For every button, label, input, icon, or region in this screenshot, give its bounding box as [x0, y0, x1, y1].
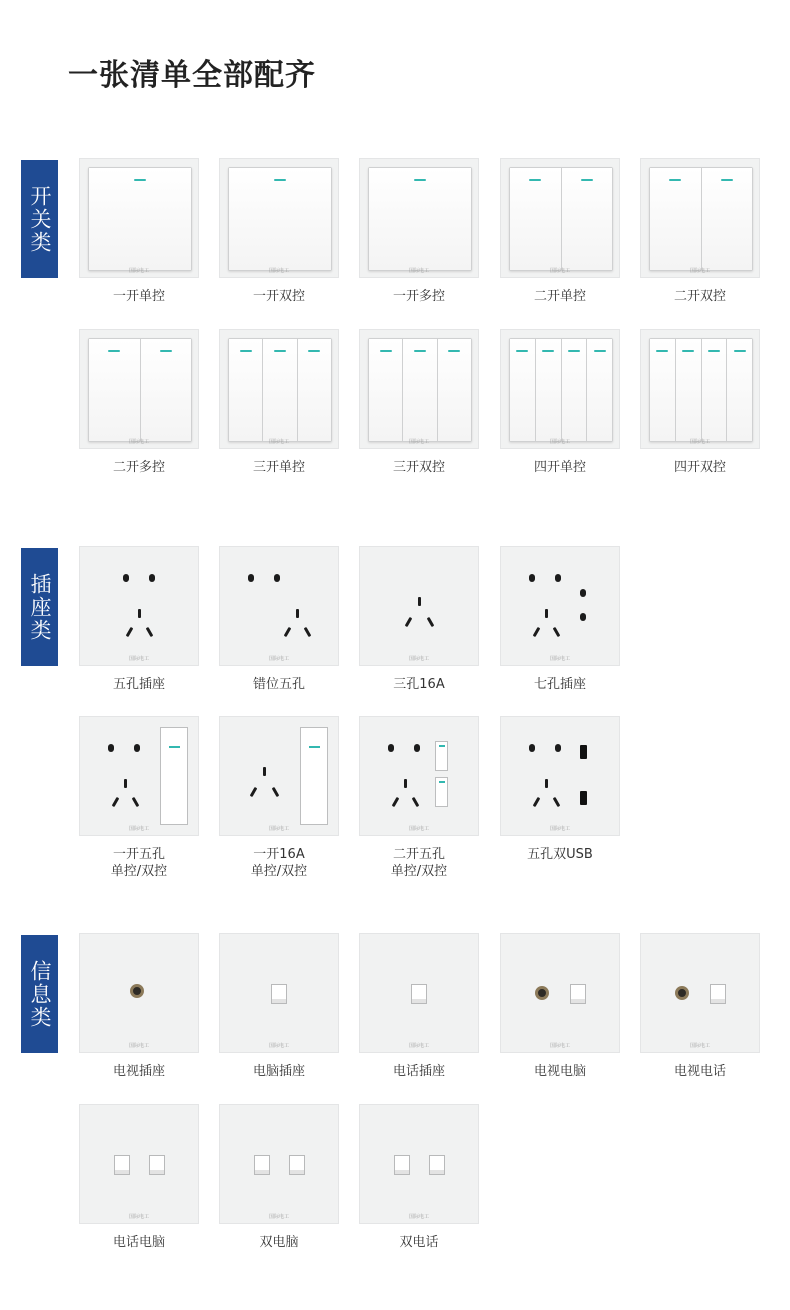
switch-panel-image: [79, 329, 199, 449]
brand-mark: 国际电工: [549, 1043, 570, 1049]
network-port-icon: [570, 984, 586, 1004]
product-caption: 双电话: [399, 1235, 439, 1250]
product-caption: 电脑插座: [252, 1064, 305, 1079]
network-port-icon: [149, 1155, 165, 1175]
product-item-switch-9[interactable]: [500, 329, 620, 476]
brand-mark: 国际电工: [128, 656, 149, 662]
network-port-icon: [254, 1155, 270, 1175]
product-caption: 五孔插座: [112, 677, 165, 692]
brand-mark: 国际电工: [408, 439, 429, 445]
socket-panel-image: [79, 716, 199, 836]
product-item-switch-8[interactable]: [359, 329, 479, 476]
switch-panel-image: [640, 329, 760, 449]
product-item-info-5[interactable]: [640, 933, 760, 1080]
product-item-info-6[interactable]: [79, 1104, 199, 1251]
brand-mark: 国际电工: [128, 1043, 149, 1049]
brand-mark: 国际电工: [128, 439, 149, 445]
product-item-info-3[interactable]: [359, 933, 479, 1080]
socket-panel-image: [219, 716, 339, 836]
info-panel-image: [359, 1104, 479, 1224]
product-caption: 一开双控: [252, 289, 305, 304]
product-caption: 一开16A 单控/双控: [250, 847, 308, 879]
brand-mark: 国际电工: [268, 1043, 289, 1049]
product-caption: 二开双控: [673, 289, 726, 304]
switch-panel-image: [219, 158, 339, 278]
brand-mark: 国际电工: [408, 268, 429, 274]
brand-mark: 国际电工: [549, 826, 570, 832]
page-title: 一张清单全部配齐: [68, 58, 316, 93]
switch-panel-image: [359, 329, 479, 449]
brand-mark: 国际电工: [128, 268, 149, 274]
network-port-icon: [289, 1155, 305, 1175]
product-item-socket-7[interactable]: [359, 716, 479, 880]
phone-port-icon: [710, 984, 726, 1004]
product-caption: 四开双控: [673, 460, 726, 475]
product-item-socket-6[interactable]: [219, 716, 339, 880]
product-item-info-8[interactable]: [359, 1104, 479, 1251]
product-item-info-2[interactable]: [219, 933, 339, 1080]
socket-panel-image: [359, 546, 479, 666]
switch-panel-image: [500, 329, 620, 449]
phone-port-icon: [394, 1155, 410, 1175]
info-panel-image: [500, 933, 620, 1053]
brand-mark: 国际电工: [408, 656, 429, 662]
product-item-switch-3[interactable]: [359, 158, 479, 305]
phone-port-icon: [429, 1155, 445, 1175]
switch-panel-image: [219, 329, 339, 449]
product-caption: 一开多控: [392, 289, 445, 304]
product-caption: 五孔双USB: [527, 847, 593, 862]
network-port-icon: [271, 984, 287, 1004]
socket-panel-image: [359, 716, 479, 836]
product-caption: 一开五孔 单控/双控: [110, 847, 168, 879]
info-panel-image: [219, 1104, 339, 1224]
info-panel-image: [640, 933, 760, 1053]
coax-port-icon: [675, 986, 689, 1000]
phone-port-icon: [411, 984, 427, 1004]
info-panel-image: [79, 933, 199, 1053]
product-item-info-7[interactable]: [219, 1104, 339, 1251]
product-item-info-4[interactable]: [500, 933, 620, 1080]
product-caption: 三开单控: [252, 460, 305, 475]
product-caption: 四开单控: [533, 460, 586, 475]
product-item-socket-4[interactable]: [500, 546, 620, 693]
product-item-switch-2[interactable]: [219, 158, 339, 305]
product-caption: 电视电脑: [533, 1064, 586, 1079]
product-caption: 错位五孔: [252, 677, 305, 692]
product-caption: 电视插座: [112, 1064, 165, 1079]
product-caption: 三开双控: [392, 460, 445, 475]
product-caption: 双电脑: [259, 1235, 299, 1250]
product-caption: 电话电脑: [112, 1235, 165, 1250]
brand-mark: 国际电工: [268, 1214, 289, 1220]
product-item-socket-3[interactable]: [359, 546, 479, 693]
product-caption: 二开五孔 单控/双控: [390, 847, 448, 879]
brand-mark: 国际电工: [128, 826, 149, 832]
brand-mark: 国际电工: [549, 268, 570, 274]
product-item-switch-1[interactable]: [79, 158, 199, 305]
product-item-socket-5[interactable]: [79, 716, 199, 880]
switch-panel-image: [79, 158, 199, 278]
product-item-switch-10[interactable]: [640, 329, 760, 476]
product-item-switch-4[interactable]: [500, 158, 620, 305]
product-caption: 电话插座: [392, 1064, 445, 1079]
brand-mark: 国际电工: [549, 656, 570, 662]
brand-mark: 国际电工: [408, 1043, 429, 1049]
switch-panel-image: [500, 158, 620, 278]
brand-mark: 国际电工: [689, 1043, 710, 1049]
socket-panel-image: [500, 546, 620, 666]
brand-mark: 国际电工: [689, 268, 710, 274]
product-item-switch-6[interactable]: [79, 329, 199, 476]
brand-mark: 国际电工: [268, 826, 289, 832]
brand-mark: 国际电工: [689, 439, 710, 445]
product-item-switch-5[interactable]: [640, 158, 760, 305]
product-caption: 三孔16A: [393, 677, 445, 692]
category-info-label: 信息类: [21, 935, 58, 1053]
socket-panel-image: [219, 546, 339, 666]
phone-port-icon: [114, 1155, 130, 1175]
socket-panel-image: [500, 716, 620, 836]
product-item-socket-2[interactable]: [219, 546, 339, 693]
product-caption: 二开单控: [533, 289, 586, 304]
category-switch-label: 开关类: [21, 160, 58, 278]
product-caption: 一开单控: [112, 289, 165, 304]
brand-mark: 国际电工: [408, 826, 429, 832]
info-panel-image: [219, 933, 339, 1053]
brand-mark: 国际电工: [549, 439, 570, 445]
product-caption: 电视电话: [673, 1064, 726, 1079]
brand-mark: 国际电工: [128, 1214, 149, 1220]
product-caption: 二开多控: [112, 460, 165, 475]
brand-mark: 国际电工: [408, 1214, 429, 1220]
coax-port-icon: [130, 984, 144, 998]
brand-mark: 国际电工: [268, 268, 289, 274]
info-panel-image: [79, 1104, 199, 1224]
brand-mark: 国际电工: [268, 439, 289, 445]
product-item-info-1[interactable]: [79, 933, 199, 1080]
product-caption: 七孔插座: [533, 677, 586, 692]
product-item-switch-7[interactable]: [219, 329, 339, 476]
info-panel-image: [359, 933, 479, 1053]
switch-panel-image: [359, 158, 479, 278]
product-item-socket-1[interactable]: [79, 546, 199, 693]
switch-panel-image: [640, 158, 760, 278]
socket-panel-image: [79, 546, 199, 666]
coax-port-icon: [535, 986, 549, 1000]
product-item-socket-8[interactable]: [500, 716, 620, 863]
category-socket-label: 插座类: [21, 548, 58, 666]
brand-mark: 国际电工: [268, 656, 289, 662]
